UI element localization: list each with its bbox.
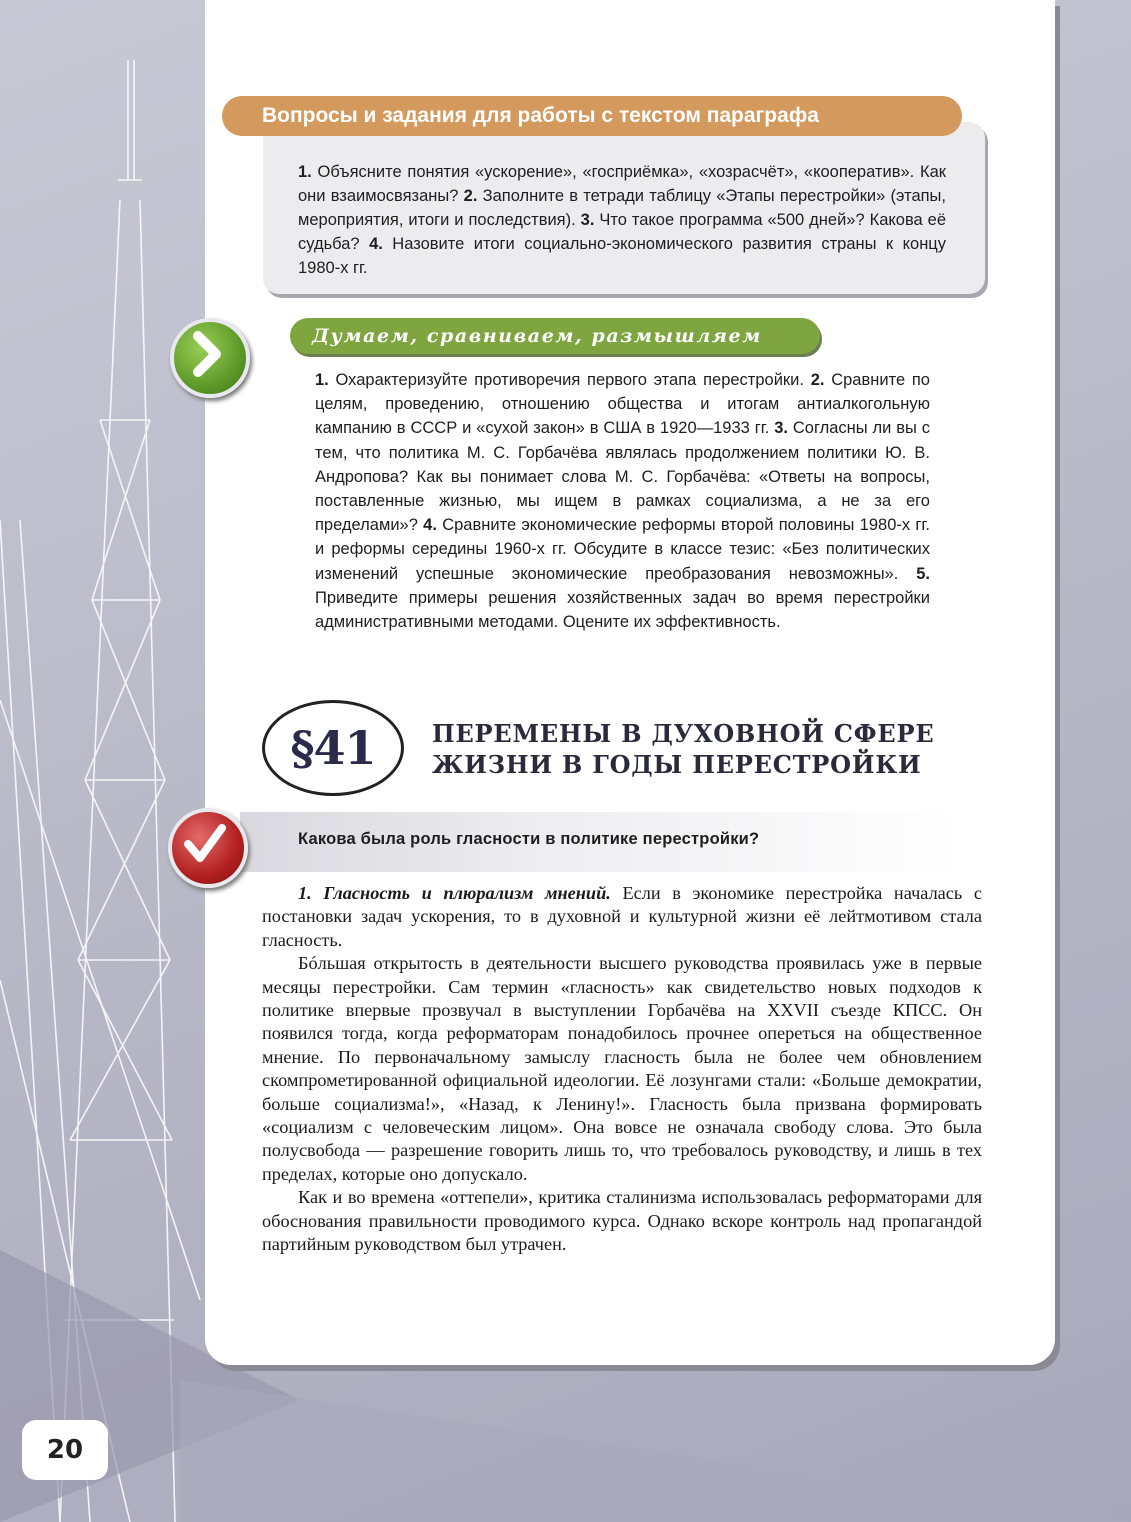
question-text: Назовите итоги социально-экономического развития страны к концу 1980-х гг.: [298, 235, 947, 277]
question-text: Заполните в тетради таблицу «Этапы перестройки» (этапы, мероприятия, итоги и последствия).: [298, 187, 947, 229]
checkmark-icon: [168, 808, 248, 888]
task-number: 5.: [916, 564, 930, 583]
task-text: Сравните по целям, проведению, отношению общества и итогам антиалкогольную кампанию в СССР и «сухой закон» в США в 1920—1933 гг.: [315, 371, 930, 438]
task-text: Сравните экономические реформы второй половины 1980-х гг. и реформы середины 1960-х гг. Обсудите в классе тезис: «Без политических изменений успешные экономические преобразования невозможны».: [315, 516, 930, 583]
question-text: Что такое программа «500 дней»? Какова её судьба?: [298, 211, 947, 253]
chevron-right-icon: [170, 318, 250, 398]
questions-text: [298, 160, 946, 280]
body-text: [262, 882, 982, 1257]
question-number: 2.: [463, 187, 478, 205]
question-number: 1.: [298, 163, 312, 181]
body-paragraph: [262, 882, 982, 952]
task-number: 3.: [774, 419, 788, 438]
task-text: Приведите примеры решения хозяйственных задач во время перестройки административными методами. Оцените их эффективность.: [315, 588, 930, 632]
task-number: 2.: [810, 371, 825, 389]
paragraph-title-line: ПЕРЕМЕНЫ В ДУХОВНОЙ СФЕРЕ: [432, 719, 935, 748]
body-paragraph: Как и во времена «оттепели», критика сталинизма использовалась реформаторами для обоснования правильности проводимого курса. Однако вскоре контроль над пропагандой партийным руководством был утрачен.: [262, 1187, 982, 1255]
task-number: 1.: [315, 371, 329, 389]
questions-heading: Вопросы и задания для работы с текстом параграфа: [222, 96, 962, 136]
think-heading: Думаем, сравниваем, размышляем: [290, 318, 820, 354]
task-number: 4.: [423, 516, 437, 535]
paragraph-title: [432, 718, 992, 780]
body-text-run: Если в экономике перестройка началась с постановки задач ускорения, то в духовной и культурной жизни её лейтмотивом стала гласность.: [262, 883, 982, 950]
think-text: [315, 368, 930, 634]
paragraph-title-line: ЖИЗНИ В ГОДЫ ПЕРЕСТРОЙКИ: [432, 750, 922, 779]
section-subheading: 1. Гласность и плюрализм мнений.: [298, 883, 611, 903]
task-text: Охарактеризуйте противоречия первого этапа перестройки.: [328, 371, 811, 389]
body-paragraph: Бóльшая открытость в деятельности высшего руководства проявилась уже в первые месяцы перестройки. Сам термин «гласность» как свидетельство новых подходов к политике впервые прозвучал в выступлении Горбачёва на XXVII съезде КПСС. Он появился тогда, когда реформаторам понадобилось прочнее опереться на общественное мнение. По первоначальному замыслу гласность была не более чем обновлением скомпрометированной официальной идеологии. Её лозунгами стали: «Больше демократии, больше социализма!», «Назад, к Ленину!». Гласность была призвана формировать «социализм с человеческим лицом». Она вовсе не означала свободу слова. Это была полусвобода — разрешение говорить лишь то, что требовалось руководству, и лишь в тех пределах, которые оно допускало.: [262, 953, 982, 1184]
question-number: 3.: [580, 211, 595, 229]
task-text: Согласны ли вы с тем, что политика М. С. Горбачёва являлась продолжением политики Ю. В. Андропова? Как вы понимает слова М. С. Горбачёва: «Ответы на вопросы, поставленные жизнью, мы ищем в рамках социализма, а не за его пределами»?: [315, 419, 930, 535]
question-text: Объясните понятия «ускорение», «госприёмка», «хозрасчёт», «кооператив». Как они взаимосвязаны?: [298, 163, 946, 205]
key-question: Какова была роль гласности в политике перестройки?: [298, 830, 760, 848]
page-number: 20: [22, 1420, 108, 1480]
paragraph-number: §41: [262, 700, 404, 796]
question-number: 4.: [369, 235, 383, 253]
